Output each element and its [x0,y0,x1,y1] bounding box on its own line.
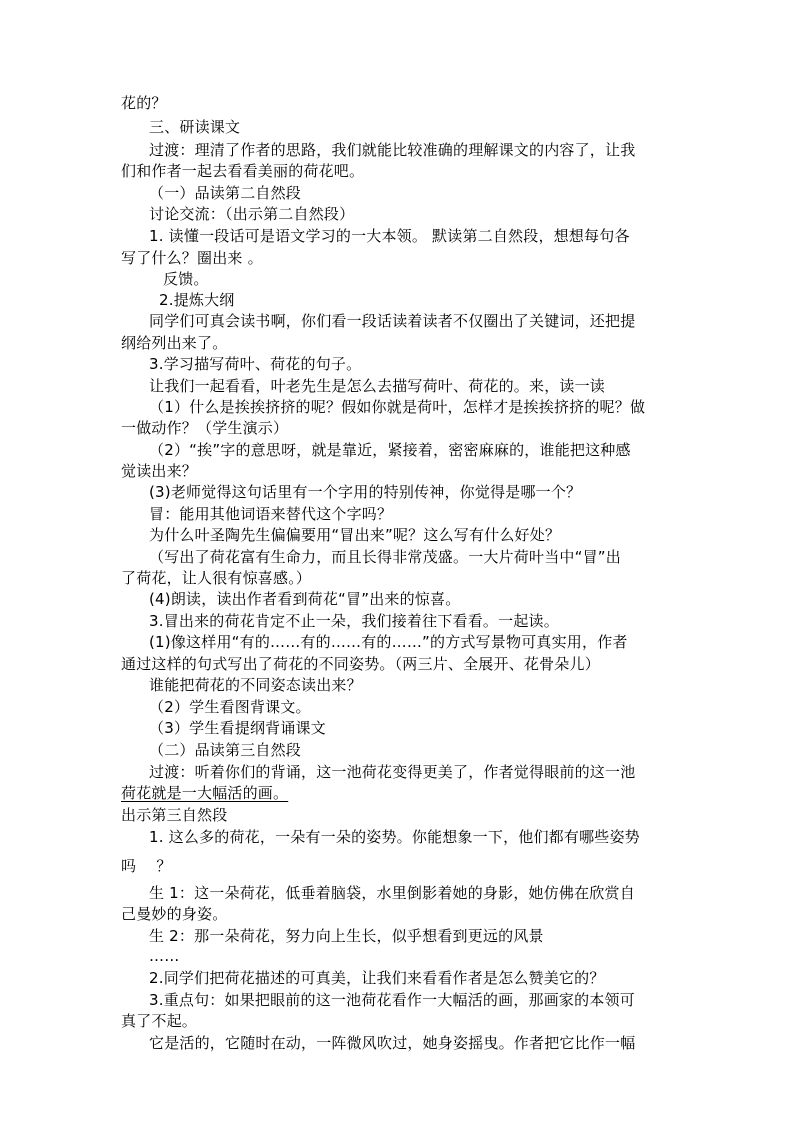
text-line: 1. 读懂一段话可是语文学习的一大本领。 默读第二自然段，想想每句各 [149,227,630,245]
text-line: 3.重点句：如果把眼前的这一池荷花看作一大幅活的画，那画家的本领可 [149,991,635,1009]
text-line: 觉读出来？ [121,462,198,480]
text-line: 真了不起。 [121,1012,198,1030]
section-heading: 三、研读课文 [149,118,241,136]
text-line: 讨论交流：（出示第二自然段） [149,205,355,223]
text-line: （3）学生看提纲背诵课文 [149,719,326,737]
text-line: (1)像这样用“有的……有的……有的……”的方式写景物可真实用，作者 [149,633,628,651]
text-line: 写了什么？圈出来 。 [121,249,263,267]
subsection-heading: （一）品读第二自然段 [149,184,302,202]
text-line: 己曼妙的身姿。 [121,905,228,923]
text-line: （写出了荷花富有生命力，而且长得非常茂盛。一大片荷叶当中“冒”出 [149,548,621,566]
text-line: 通过这样的句式写出了荷花的不同姿势。（两三片、全展开、花骨朵儿） [121,655,600,673]
text-line: 2.同学们把荷花描述的可真美，让我们来看看作者是怎么赞美它的？ [149,969,605,987]
text-line: 1. 这么多的荷花，一朵有一朵的姿势。你能想象一下，他们都有哪些姿势 [149,828,640,846]
subsection-heading: （二）品读第三自然段 [149,741,302,759]
text-line: 花的？ [121,94,167,112]
text-line: 3.学习描写荷叶、荷花的句子。 [149,355,362,373]
text-line: 同学们可真会读书啊，你们看一段话读着读者不仅圈出了关键词，还把提 [149,312,636,330]
text-line: 让我们一起看看，叶老先生是怎么去描写荷叶、荷花的。来，读一读 [149,377,606,395]
text-line: 出示第三自然段 [121,806,228,824]
text-line: 过渡：听着你们的背诵，这一池荷花变得更美了，作者觉得眼前的这一池 [149,763,636,781]
text-line: 生 1：这一朵荷花，低垂着脑袋，水里倒影着她的身影，她仿佛在欣赏自 [149,884,635,902]
text-line: （1）什么是挨挨挤挤的呢？假如你就是荷叶，怎样才是挨挨挤挤的呢？做 [149,398,646,416]
text-line: (3)老师觉得这句话里有一个字用的特别传神，你觉得是哪一个？ [149,483,582,501]
text-line: （2）“挨”字的意思呀，就是靠近，紧接着，密密麻麻的，谁能把这种感 [149,441,631,459]
text-line: （2）学生看图背课文。 [149,698,311,716]
text-line: 2.提炼大纲 [159,291,235,309]
text-line: 谁能把荷花的不同姿态读出来？ [149,676,362,694]
text-line: 一做动作？（学生演示） [121,419,289,437]
underlined-text-line: 荷花就是一大幅活的画。 [121,784,289,802]
text-line: 了荷花，让人很有惊喜感。） [121,569,312,587]
text-line: 冒：能用其他词语来替代这个字吗？ [149,505,393,523]
text-line: 反馈。 [163,270,209,288]
text-line: 它是活的，它随时在动，一阵微风吹过，她身姿摇曳。作者把它比作一幅 [149,1034,636,1052]
text-line: 纲给列出来了。 [121,334,228,352]
text-line: (4)朗读，读出作者看到荷花“冒”出来的惊喜。 [149,590,461,608]
text-line: …… [149,947,180,965]
text-line: 们和作者一起去看看美丽的荷花吧。 [121,162,365,180]
text-line: 过渡：理清了作者的思路，我们就能比较准确的理解课文的内容了，让我 [149,141,636,159]
text-line: 生 2：那一朵荷花，努力向上生长，似乎想看到更远的风景 [149,927,544,945]
text-line: 吗 ？ [121,857,172,875]
text-line: 3.冒出来的荷花肯定不止一朵，我们接着往下看看。一起读。 [149,612,559,630]
text-line: 为什么叶圣陶先生偏偏要用“冒出来”呢？这么写有什么好处？ [149,526,561,544]
